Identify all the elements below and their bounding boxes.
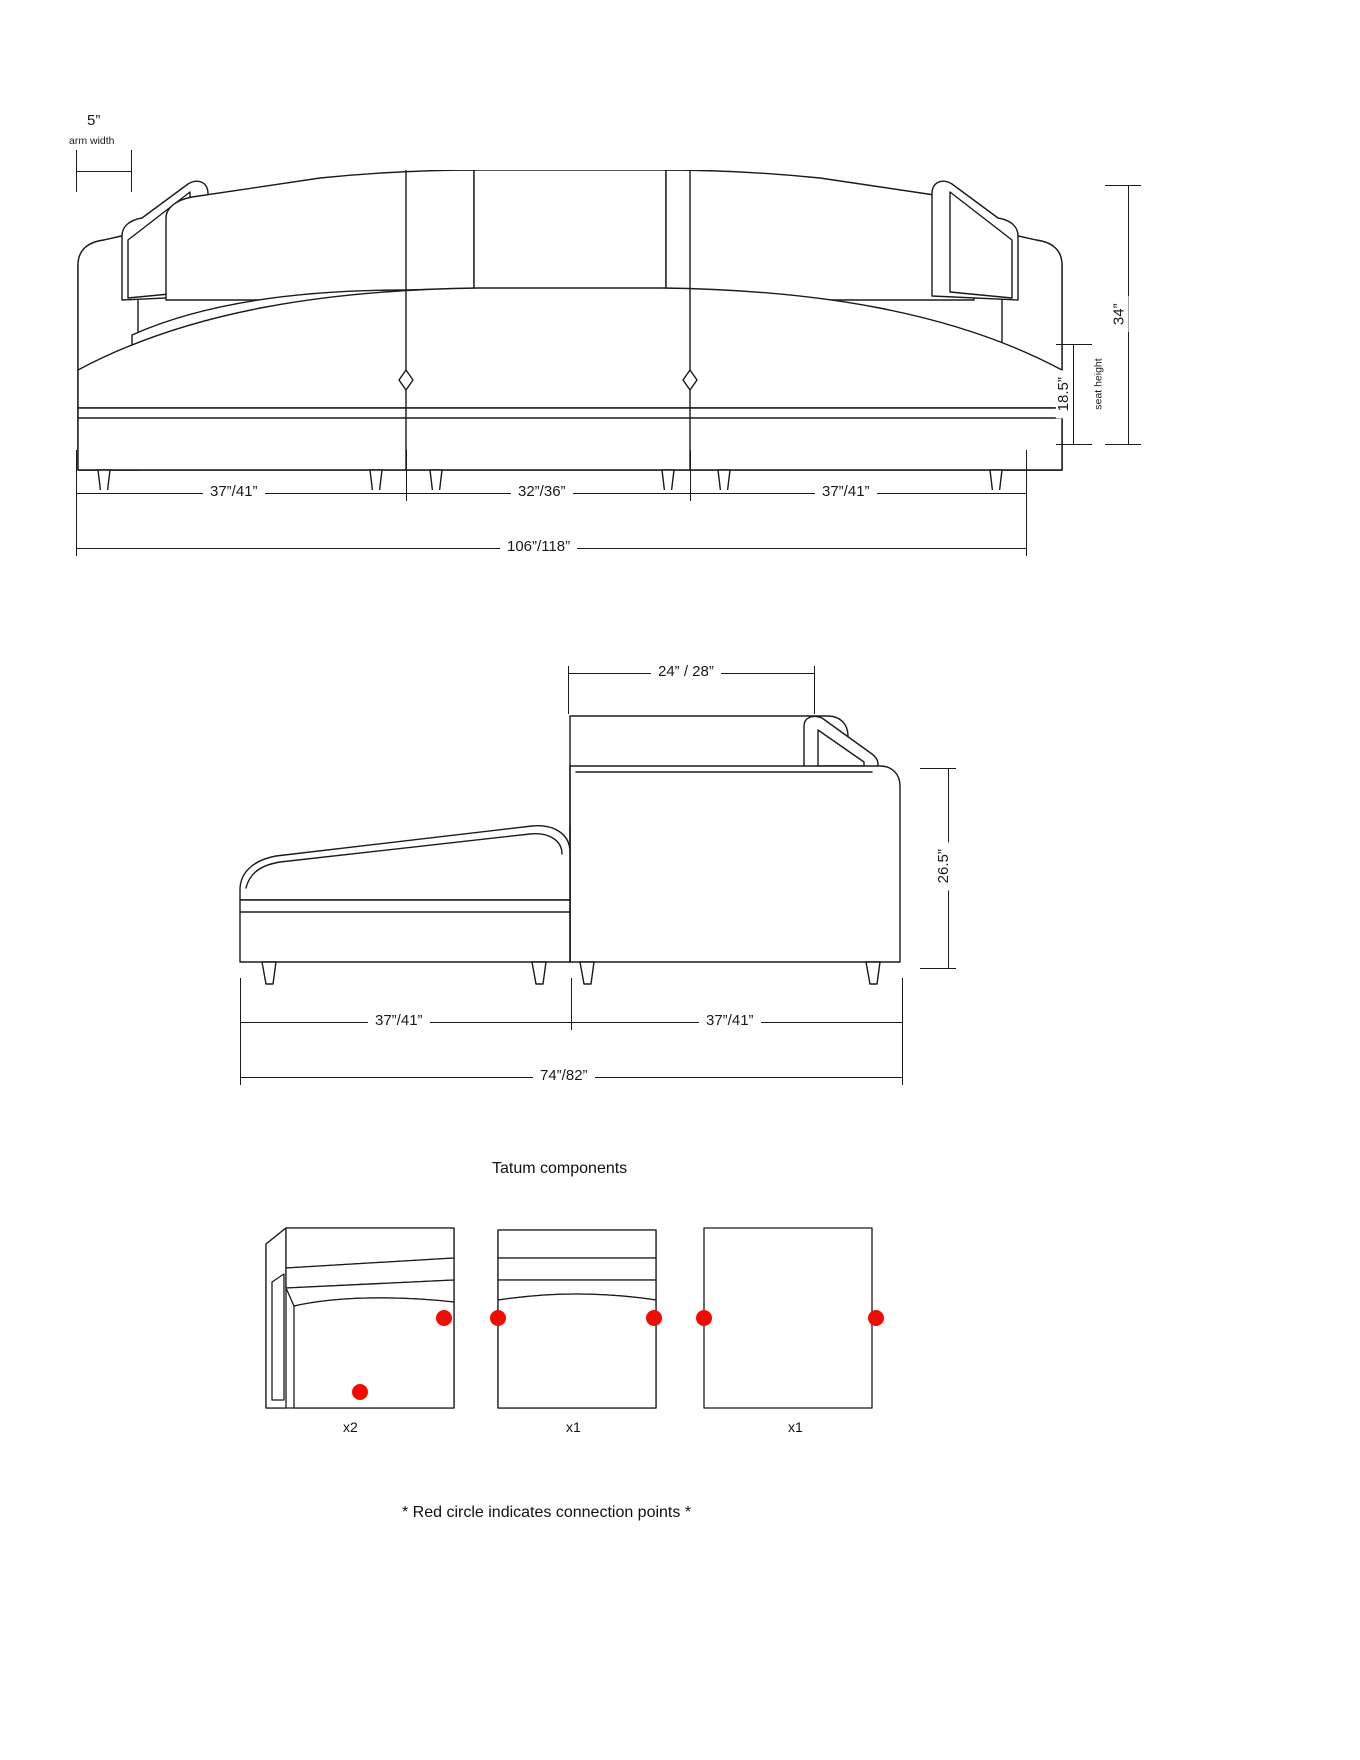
side-depth-ext-3 (902, 978, 903, 1024)
ottoman-depth-value: 37”/41” (368, 1013, 430, 1030)
overall-depth-ext-left (240, 1030, 241, 1078)
seat-height-tick-bottom (1067, 444, 1079, 445)
overall-height-line (1128, 185, 1129, 444)
overall-width-value: 106”/118” (500, 539, 577, 556)
module-ext-4 (1026, 450, 1027, 496)
side-depth-ext-2 (571, 978, 572, 1024)
component-qty-1: x2 (343, 1419, 358, 1435)
module-center-value: 32”/36” (511, 484, 573, 501)
back-height-value: 26.5” (936, 842, 953, 890)
seat-height-value: 18.5” (1056, 370, 1073, 418)
overall-depth-value: 74”/82” (533, 1068, 595, 1085)
side-depth-ext-1 (240, 978, 241, 1024)
connection-point-icon (436, 1310, 452, 1326)
top-depth-value: 24” / 28” (651, 664, 721, 681)
component-ottoman-module-dots (690, 1222, 890, 1422)
sofa-side-illustration (232, 700, 952, 990)
seat-height-label: seat height (1093, 355, 1105, 412)
connection-point-icon (646, 1310, 662, 1326)
overall-width-ext-right (1026, 500, 1027, 548)
component-armless-module-dots (484, 1222, 674, 1422)
back-height-tick-top (942, 768, 954, 769)
seat-height-tick-top (1067, 344, 1079, 345)
overall-height-tick-top (1122, 185, 1134, 186)
connection-point-icon (490, 1310, 506, 1326)
connection-point-icon (352, 1384, 368, 1400)
module-left-value: 37”/41” (203, 484, 265, 501)
seat-height-line (1073, 344, 1074, 444)
component-qty-3: x1 (788, 1419, 803, 1435)
overall-height-value: 34” (1112, 296, 1129, 332)
overall-height-tick-bottom (1122, 444, 1134, 445)
overall-depth-ext-right (902, 1030, 903, 1078)
connection-point-icon (868, 1310, 884, 1326)
arm-width-value: 5” (80, 113, 107, 130)
component-arm-module-dots (258, 1222, 488, 1422)
components-footnote: * Red circle indicates connection points * (402, 1504, 692, 1521)
module-ext-2 (406, 450, 407, 496)
overall-width-ext-left (76, 500, 77, 548)
connection-point-icon (696, 1310, 712, 1326)
back-height-tick-bottom (942, 968, 954, 969)
component-qty-2: x1 (566, 1419, 581, 1435)
seat-depth-value: 37”/41” (699, 1013, 761, 1030)
module-ext-1 (76, 450, 77, 496)
sofa-front-illustration (70, 170, 1070, 490)
components-heading: Tatum components (492, 1160, 628, 1177)
arm-width-label: arm width (66, 135, 118, 147)
module-right-value: 37”/41” (815, 484, 877, 501)
module-ext-3 (690, 450, 691, 496)
